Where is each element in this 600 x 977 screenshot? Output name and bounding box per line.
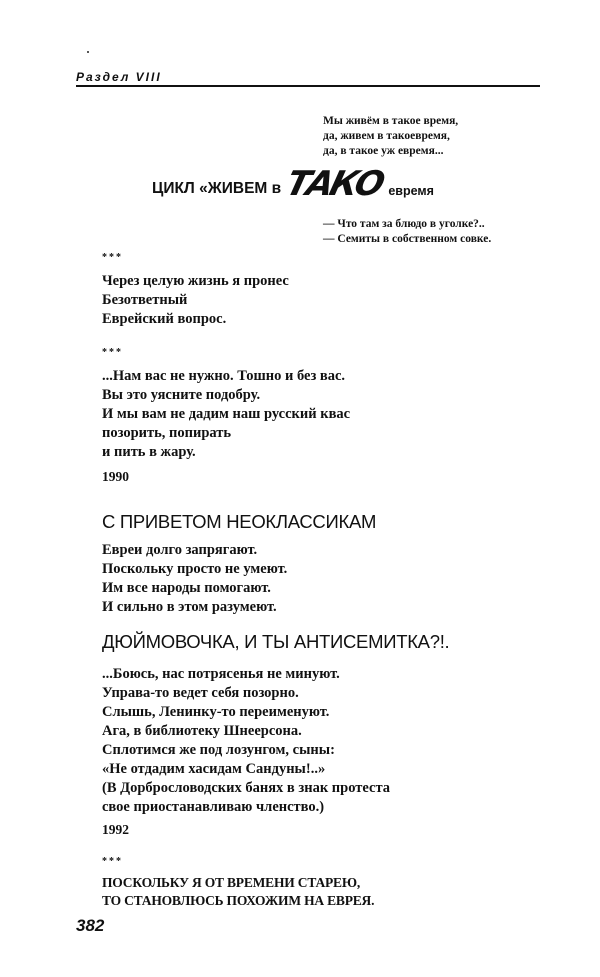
cycle-title-stylized: ТАКО — [282, 164, 387, 204]
verse-line: Им все народы помогают. — [102, 580, 271, 596]
verse-line: Управа-то ведет себя позорно. — [102, 685, 299, 701]
epigraph-line: — Семиты в собственном совке. — [323, 233, 492, 245]
running-head: Раздел VIII — [76, 70, 162, 84]
verse-line: Безответный — [102, 292, 188, 308]
verse-line: (В Дорбрословодских банях в знак протеста — [102, 780, 390, 796]
verse-line: позорить, попирать — [102, 425, 232, 441]
header-rule — [76, 85, 540, 87]
verse-line: ...Нам вас не нужно. Тошно и без вас. — [102, 368, 346, 384]
verse-line: ТО СТАНОВЛЮСЬ ПОХОЖИМ НА ЕВРЕЯ. — [102, 893, 375, 908]
verse-line: Через целую жизнь я пронес — [102, 273, 289, 289]
separator-stars: *** — [102, 252, 123, 263]
verse-line: ...Боюсь, нас потрясенья не минуют. — [102, 666, 340, 682]
cycle-title — [152, 164, 434, 204]
poem-4-title: ДЮЙМОВОЧКА, И ТЫ АНТИСЕМИТКА?!. — [102, 631, 450, 652]
verse-line: свое приостанавливаю членство.) — [102, 799, 325, 815]
cycle-title-prefix: ЦИКЛ «ЖИВЕМ в — [152, 180, 282, 197]
verse-line: И мы вам не дадим наш русский квас — [102, 406, 351, 422]
verse-line: Ага, в библиотеку Шнеерсона. — [102, 723, 302, 739]
poem-5 — [102, 874, 374, 910]
page-number: 382 — [76, 916, 105, 935]
verse-line: и пить в жару. — [102, 444, 196, 460]
verse-line: Вы это уясните подобру. — [102, 387, 261, 403]
verse-line: Еврейский вопрос. — [102, 311, 227, 327]
separator-stars: *** — [102, 856, 123, 867]
verse-line: Слышь, Ленинку-то переименуют. — [102, 704, 330, 720]
epigraph-line: да, живем в такоевремя, — [323, 130, 450, 142]
epigraph-line: — Что там за блюдо в уголке?.. — [323, 218, 485, 230]
epigraph-bottom — [323, 217, 491, 247]
poem-2 — [102, 367, 350, 462]
poem-2-year: 1990 — [102, 469, 129, 484]
poem-4-year: 1992 — [102, 822, 129, 837]
separator-stars: *** — [102, 347, 123, 358]
epigraph-top — [323, 114, 458, 159]
scan-speck — [87, 51, 89, 53]
verse-line: «Не отдадим хасидам Сандуны!..» — [102, 761, 326, 777]
verse-line: Сплотимся же под лозунгом, сыны: — [102, 742, 335, 758]
verse-line: ПОСКОЛЬКУ Я ОТ ВРЕМЕНИ СТАРЕЮ, — [102, 875, 361, 890]
poem-3-title: С ПРИВЕТОМ НЕОКЛАССИКАМ — [102, 511, 377, 532]
epigraph-line: да, в такое уж евремя... — [323, 145, 444, 157]
verse-line: И сильно в этом разумеют. — [102, 599, 277, 615]
verse-line: Поскольку просто не умеют. — [102, 561, 288, 577]
poem-1 — [102, 272, 289, 329]
verse-line: Евреи долго запрягают. — [102, 542, 258, 558]
poem-3 — [102, 541, 287, 617]
epigraph-line: Мы живём в такое время, — [323, 115, 459, 127]
cycle-title-suffix: евремя — [388, 184, 434, 198]
poem-4 — [102, 665, 390, 817]
